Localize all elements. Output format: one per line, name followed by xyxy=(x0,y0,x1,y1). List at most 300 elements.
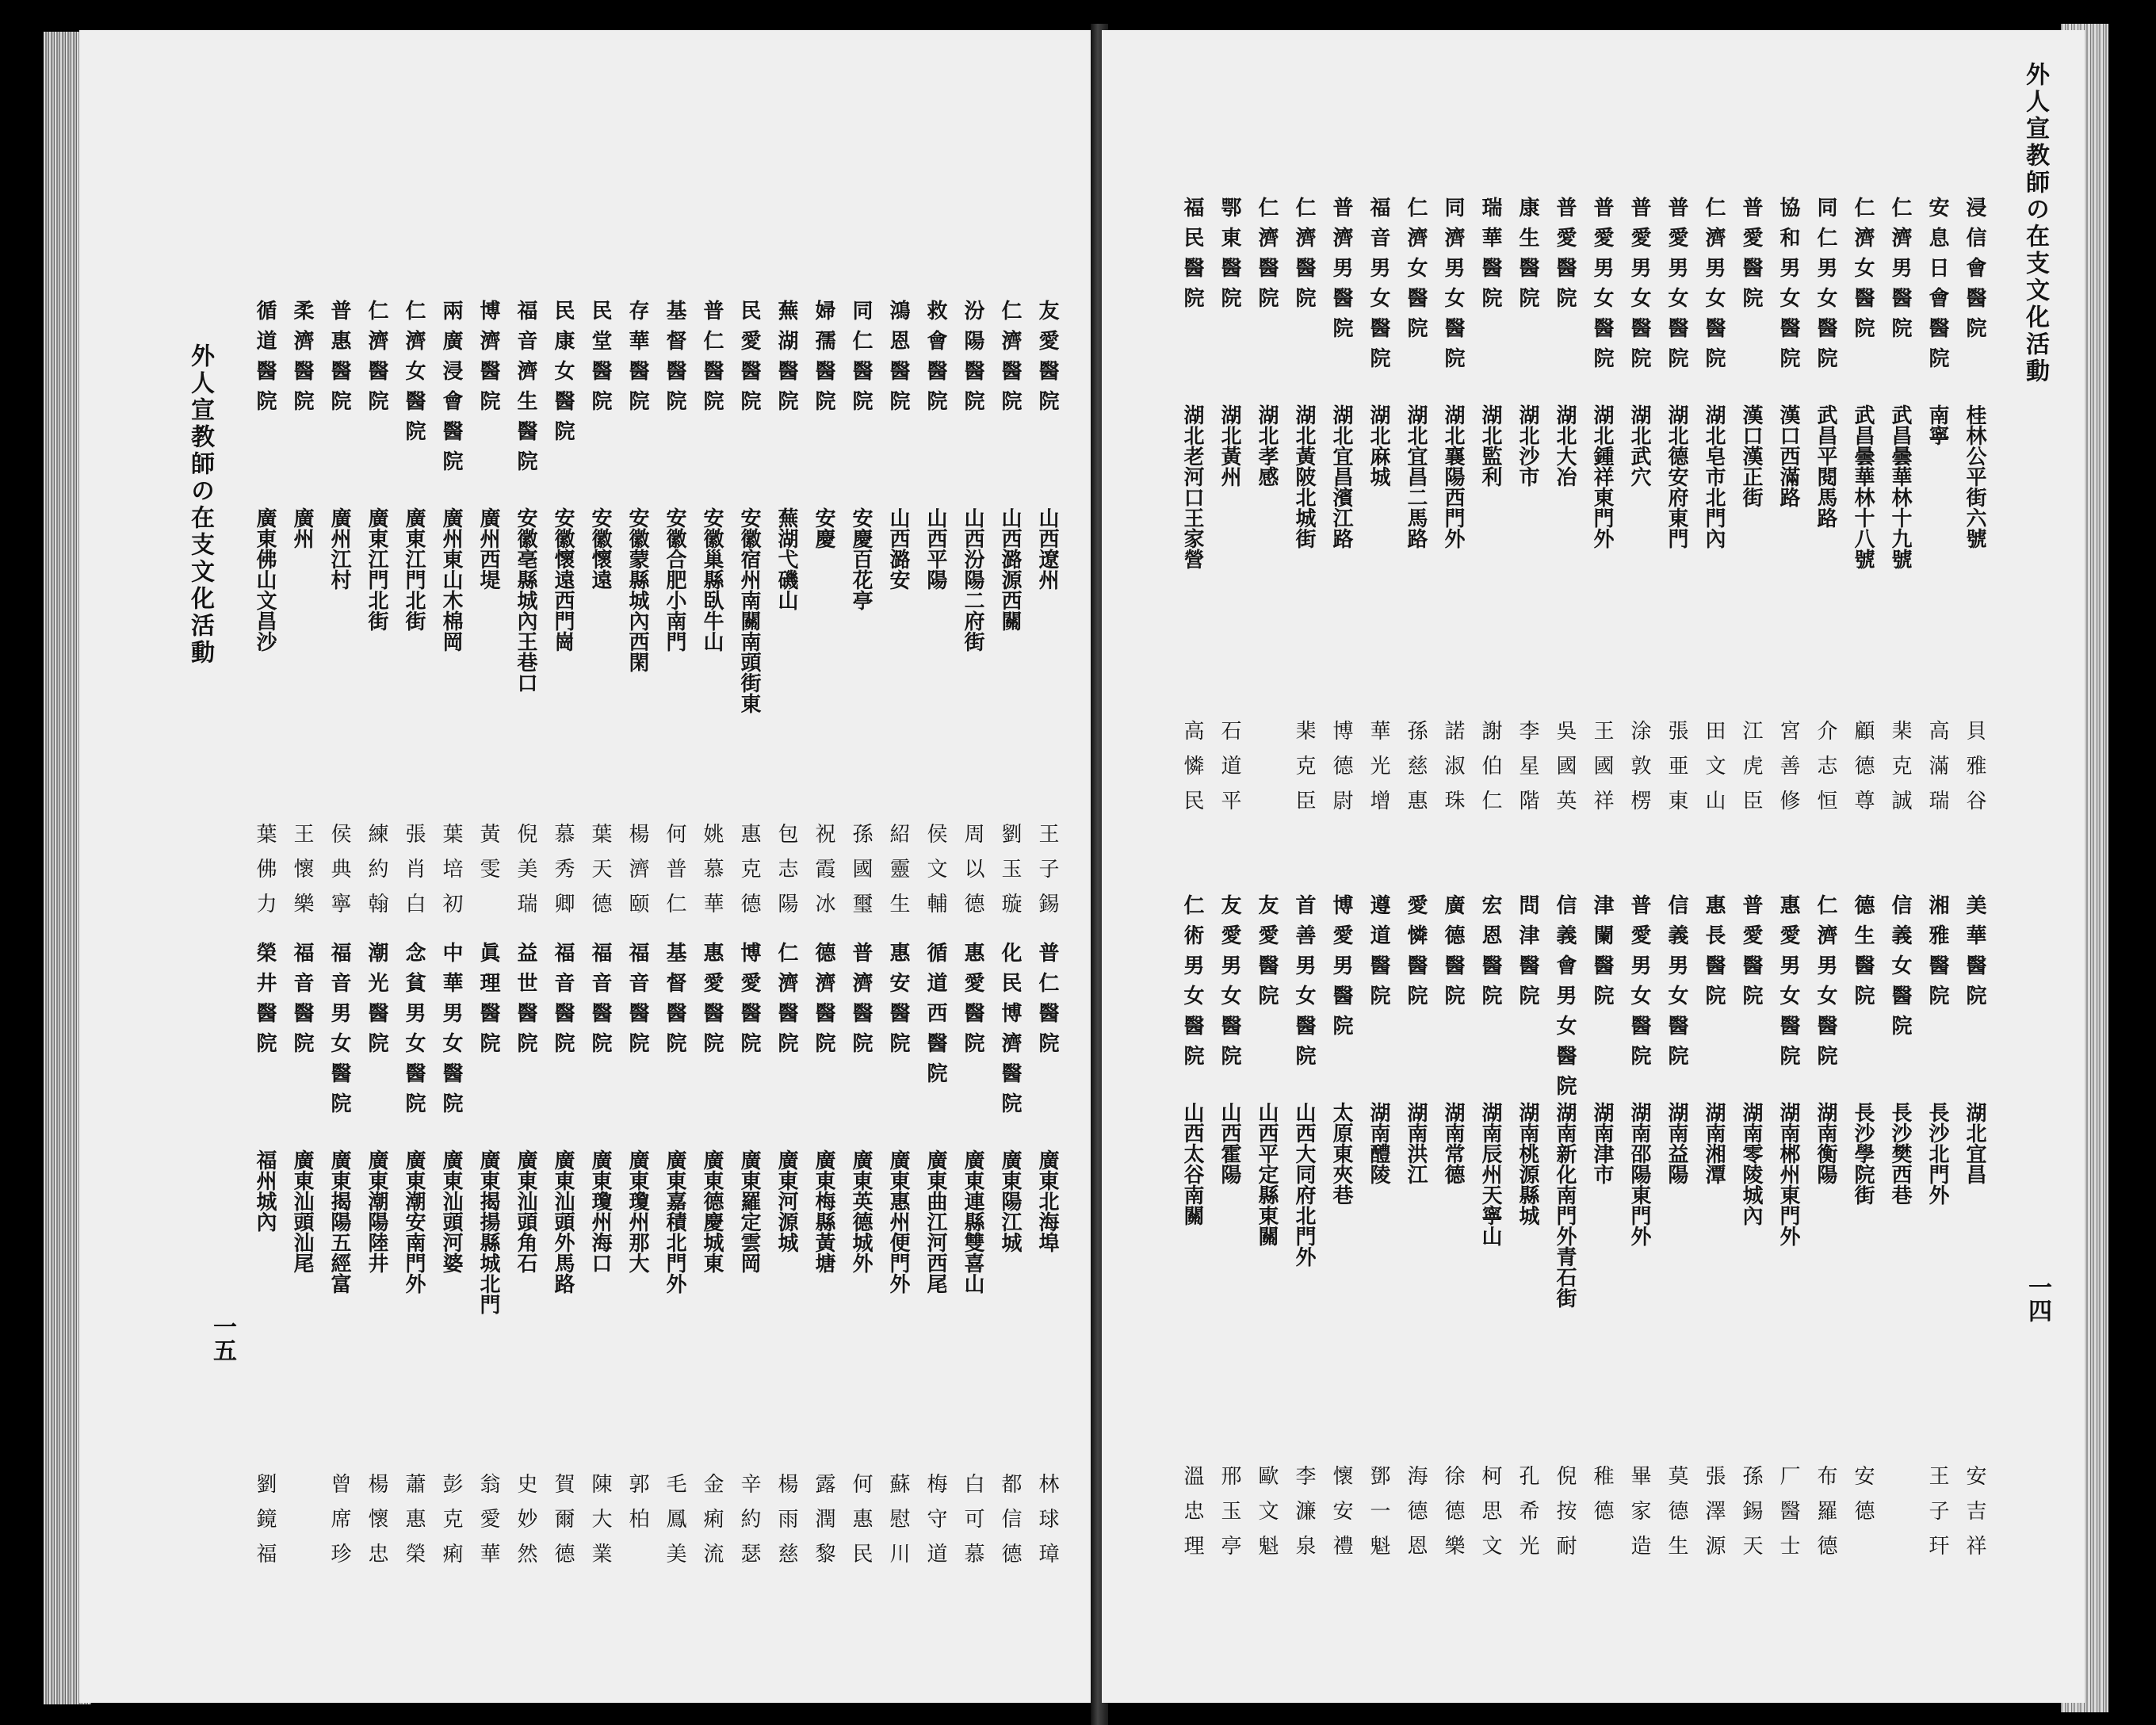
entry-column xyxy=(1175,1465,1202,1703)
person-name: 高滿瑞 xyxy=(1925,720,1949,824)
entry-column xyxy=(1436,894,1463,1544)
entry-column xyxy=(1213,197,1240,847)
hospital-address: 廣東惠州便門外 xyxy=(886,1149,910,1294)
person-name: 葉佛力 xyxy=(253,823,277,928)
hospital-name: 普愛男女醫院 xyxy=(1590,197,1614,377)
entry-column xyxy=(621,300,648,950)
hospital-address: 湖南津市 xyxy=(1590,1102,1614,1184)
entry-column xyxy=(1030,1473,1057,1703)
hospital-address: 湖北監利 xyxy=(1478,404,1502,487)
person-name: 包志陽 xyxy=(774,823,798,928)
person-name: 吳國英 xyxy=(1553,720,1577,824)
person-name: 懷安禮 xyxy=(1329,1465,1353,1570)
person-name: 博德尉 xyxy=(1329,720,1353,824)
person-name: 畢家造 xyxy=(1627,1465,1651,1570)
person-name: 田文山 xyxy=(1702,720,1726,824)
entry-column xyxy=(285,1473,312,1703)
person-name: 侯文輔 xyxy=(923,823,947,928)
entry-column xyxy=(1030,300,1057,950)
hospital-address: 廣州東山木棉岡 xyxy=(439,507,463,652)
person-name: 陳大業 xyxy=(588,1473,612,1578)
entry-column xyxy=(323,300,350,950)
hospital-address: 廣東汕頭外馬路 xyxy=(551,1149,575,1294)
entry-column xyxy=(732,1473,759,1703)
entry-column xyxy=(1883,197,1910,847)
person-name: 棐克誠 xyxy=(1888,720,1912,824)
entry-column xyxy=(1474,197,1500,847)
hospital-address: 廣東江門北街 xyxy=(365,507,388,631)
entry-column xyxy=(1697,1465,1724,1703)
person-name: 林球璋 xyxy=(1035,1473,1059,1578)
hospital-name: 福音醫院 xyxy=(290,942,314,1062)
hospital-address: 湖北黃陂北城街 xyxy=(1292,404,1316,549)
person-name: 何惠民 xyxy=(849,1473,873,1578)
entry-column xyxy=(1734,894,1761,1544)
hospital-address: 湖南常德 xyxy=(1441,1102,1465,1184)
hospital-address: 湖北麻城 xyxy=(1367,404,1390,487)
hospital-name: 仁濟醫院 xyxy=(998,300,1022,420)
person-name: 貝雅谷 xyxy=(1963,720,1986,824)
hospital-name: 博愛醫院 xyxy=(737,942,761,1062)
entry-column xyxy=(1772,894,1799,1544)
entry-column xyxy=(1474,1465,1500,1703)
hospital-name: 循道醫院 xyxy=(253,300,277,420)
hospital-address: 湖北襄陽西門外 xyxy=(1441,404,1465,549)
entry-column xyxy=(1623,1465,1649,1703)
hospital-name: 蕪湖醫院 xyxy=(774,300,798,420)
hospital-address: 山西太谷南關 xyxy=(1180,1102,1204,1226)
hospital-address: 安徽宿州南關南頭街東 xyxy=(737,507,761,713)
hospital-name: 問津醫院 xyxy=(1516,894,1539,1015)
hospital-name: 同仁男女醫院 xyxy=(1814,197,1837,377)
hospital-address: 廣東佛山文昌沙 xyxy=(253,507,277,652)
person-name: 惠克德 xyxy=(737,823,761,928)
entry-column xyxy=(1362,197,1389,847)
entry-column xyxy=(1883,1465,1910,1703)
hospital-address: 湖南郴州東門外 xyxy=(1776,1102,1800,1246)
hospital-name: 存華醫院 xyxy=(625,300,649,420)
hospital-address: 湖南益陽 xyxy=(1665,1102,1688,1184)
person-name: 王子玕 xyxy=(1925,1465,1949,1570)
hospital-name: 鄂東醫院 xyxy=(1218,197,1241,317)
hospital-name: 惠愛醫院 xyxy=(961,942,984,1062)
person-name: 李星階 xyxy=(1516,720,1539,824)
entry-column xyxy=(621,1473,648,1703)
person-name: 蕭惠榮 xyxy=(402,1473,426,1578)
hospital-address: 南寧 xyxy=(1925,404,1949,446)
entry-column xyxy=(1772,1465,1799,1703)
entry-column xyxy=(1883,894,1910,1544)
entry-column xyxy=(472,1473,499,1703)
hospital-name: 福民醫院 xyxy=(1180,197,1204,317)
hospital-address: 廣東江門北街 xyxy=(402,507,426,631)
person-name: 劉玉璇 xyxy=(998,823,1022,928)
entry-column xyxy=(360,1473,387,1703)
hospital-name: 康生醫院 xyxy=(1516,197,1539,317)
hospital-name: 民康女醫院 xyxy=(551,300,575,450)
hospital-name: 仁濟女醫院 xyxy=(1851,197,1875,347)
entry-column xyxy=(919,300,946,950)
hospital-address: 安徽巢縣臥牛山 xyxy=(700,507,724,652)
person-name: 姚慕華 xyxy=(700,823,724,928)
hospital-name: 仁術男女醫院 xyxy=(1180,894,1204,1075)
person-name: 王子錫 xyxy=(1035,823,1059,928)
hospital-name: 同濟男女醫院 xyxy=(1441,197,1465,377)
hospital-name: 循道西醫院 xyxy=(923,942,947,1092)
entry-column xyxy=(1175,894,1202,1544)
person-name: 楊懷忠 xyxy=(365,1473,388,1578)
hospital-name: 安息日會醫院 xyxy=(1925,197,1949,377)
entry-column xyxy=(1436,1465,1463,1703)
entry-column xyxy=(770,300,797,950)
hospital-name: 仁濟男女醫院 xyxy=(1702,197,1726,377)
person-name: 紹靈生 xyxy=(886,823,910,928)
hospital-address: 湖南新化南門外青石街 xyxy=(1553,1102,1577,1308)
person-name: 賀爾德 xyxy=(551,1473,575,1578)
person-name: 華光增 xyxy=(1367,720,1390,824)
person-name: 涂敦楞 xyxy=(1627,720,1651,824)
hospital-address: 湖南醴陵 xyxy=(1367,1102,1390,1184)
hospital-name: 信義女醫院 xyxy=(1888,894,1912,1045)
hospital-name: 博愛男醫院 xyxy=(1329,894,1353,1045)
entry-column xyxy=(1325,894,1351,1544)
person-name: 莫德生 xyxy=(1665,1465,1688,1570)
hospital-address: 廣東揭揚縣城北門 xyxy=(476,1149,500,1314)
hospital-name: 浸信會醫院 xyxy=(1963,197,1986,347)
hospital-address: 安慶百花亭 xyxy=(849,507,873,610)
hospital-address: 武昌曇華林十八號 xyxy=(1851,404,1875,569)
hospital-name: 益世醫院 xyxy=(514,942,537,1062)
person-name: 歐文魁 xyxy=(1255,1465,1279,1570)
hospital-address: 安徽懷遠 xyxy=(588,507,612,590)
person-name: 孫慈惠 xyxy=(1404,720,1428,824)
entry-column xyxy=(993,1473,1020,1703)
entry-column xyxy=(1213,894,1240,1544)
entry-column xyxy=(919,1473,946,1703)
page-number-left: 一五 xyxy=(208,1314,236,1362)
person-name: 棐克臣 xyxy=(1292,720,1316,824)
person-name: 顧德尊 xyxy=(1851,720,1875,824)
entry-column xyxy=(695,300,722,950)
entry-column xyxy=(844,1473,871,1703)
person-name: 葉培初 xyxy=(439,823,463,928)
hospital-address: 山西霍陽 xyxy=(1218,1102,1241,1184)
hospital-address: 湖南辰州天寧山 xyxy=(1478,1102,1502,1246)
entry-column xyxy=(472,300,499,950)
entry-column xyxy=(1697,894,1724,1544)
hospital-address: 湖南桃源縣城 xyxy=(1516,1102,1539,1226)
entry-column xyxy=(509,300,536,950)
entry-column xyxy=(1660,1465,1687,1703)
person-name: 祝霞冰 xyxy=(812,823,835,928)
hospital-address: 山西潞安 xyxy=(886,507,910,590)
hospital-name: 信義男女醫院 xyxy=(1665,894,1688,1075)
entry-column xyxy=(1772,197,1799,847)
hospital-name: 汾陽醫院 xyxy=(961,300,984,420)
person-name: 安德 xyxy=(1851,1465,1875,1535)
hospital-address: 湖南衡陽 xyxy=(1814,1102,1837,1184)
entry-column xyxy=(1660,197,1687,847)
hospital-name: 同仁醫院 xyxy=(849,300,873,420)
entry-column xyxy=(1511,197,1538,847)
entry-column xyxy=(881,300,908,950)
entry-column xyxy=(956,300,983,950)
hospital-address: 廣東瓊州海口 xyxy=(588,1149,612,1273)
hospital-name: 仁濟醫院 xyxy=(1255,197,1279,317)
hospital-address: 湖北鍾祥東門外 xyxy=(1590,404,1614,549)
hospital-address: 漢口西滿路 xyxy=(1776,404,1800,507)
hospital-name: 德濟醫院 xyxy=(812,942,835,1062)
person-name: 諾淑珠 xyxy=(1441,720,1465,824)
left-page xyxy=(79,30,1102,1703)
hospital-address: 湖北宜昌 xyxy=(1963,1102,1986,1184)
person-name: 溫忠理 xyxy=(1180,1465,1204,1570)
hospital-name: 仁濟男醫院 xyxy=(1888,197,1912,347)
person-name: 梅守道 xyxy=(923,1473,947,1578)
person-name: 海德恩 xyxy=(1404,1465,1428,1570)
hospital-address: 太原東夾巷 xyxy=(1329,1102,1353,1205)
hospital-name: 普愛男女醫院 xyxy=(1665,197,1688,377)
person-name: 石道平 xyxy=(1218,720,1241,824)
hospital-name: 仁濟醫院 xyxy=(1292,197,1316,317)
entry-column xyxy=(1921,197,1948,847)
entry-column xyxy=(658,300,685,950)
entry-column xyxy=(807,1473,834,1703)
person-name: 倪按耐 xyxy=(1553,1465,1577,1570)
hospital-name: 仁濟男女醫院 xyxy=(1814,894,1837,1075)
entry-column xyxy=(1697,197,1724,847)
hospital-address: 山西潞源西關 xyxy=(998,507,1022,631)
entry-column xyxy=(1921,1465,1948,1703)
entry-column xyxy=(1548,894,1575,1544)
hospital-address: 長沙學院街 xyxy=(1851,1102,1875,1205)
hospital-name: 普惠醫院 xyxy=(327,300,351,420)
person-name: 楊雨慈 xyxy=(774,1473,798,1578)
hospital-name: 普仁醫院 xyxy=(700,300,724,420)
entry-column xyxy=(285,300,312,950)
entry-column xyxy=(881,1473,908,1703)
person-name: 柯思文 xyxy=(1478,1465,1502,1570)
entry-column xyxy=(434,1473,461,1703)
hospital-name: 普愛醫院 xyxy=(1739,894,1763,1015)
hospital-address: 長沙樊西巷 xyxy=(1888,1102,1912,1205)
person-name: 王懷樂 xyxy=(290,823,314,928)
hospital-address: 湖南邵陽東門外 xyxy=(1627,1102,1651,1246)
hospital-name: 兩廣浸會醫院 xyxy=(439,300,463,480)
hospital-name: 普愛醫院 xyxy=(1553,197,1577,317)
hospital-name: 基督醫院 xyxy=(663,942,686,1062)
entry-column xyxy=(844,300,871,950)
entry-column xyxy=(1809,197,1836,847)
person-name: 郭柏 xyxy=(625,1473,649,1543)
hospital-address: 長沙北門外 xyxy=(1925,1102,1949,1205)
hospital-address: 湖北沙市 xyxy=(1516,404,1539,487)
person-name: 稚德 xyxy=(1590,1465,1614,1535)
person-name: 都信德 xyxy=(998,1473,1022,1578)
entry-column xyxy=(1548,197,1575,847)
person-name: 江虎臣 xyxy=(1739,720,1763,824)
hospital-address: 湖北德安府東門 xyxy=(1665,404,1688,549)
person-name: 侯典寧 xyxy=(327,823,351,928)
hospital-address: 湖南洪江 xyxy=(1404,1102,1428,1184)
person-name: 王國祥 xyxy=(1590,720,1614,824)
hospital-address: 廣東陽江城 xyxy=(998,1149,1022,1253)
hospital-address: 廣東揭陽五經富 xyxy=(327,1149,351,1294)
hospital-address: 廣東曲江河西尾 xyxy=(923,1149,947,1294)
page-number-right: 一四 xyxy=(2024,1275,2051,1322)
entry-column xyxy=(323,1473,350,1703)
entry-column xyxy=(1362,1465,1389,1703)
entry-column xyxy=(1250,894,1277,1544)
person-name: 孫錫天 xyxy=(1739,1465,1763,1570)
hospital-name: 福音醫院 xyxy=(551,942,575,1062)
entry-column xyxy=(509,1473,536,1703)
entry-column xyxy=(1436,197,1463,847)
entry-column xyxy=(546,300,573,950)
hospital-address: 廣東河源城 xyxy=(774,1149,798,1253)
hospital-name: 普愛醫院 xyxy=(1739,197,1763,317)
hospital-name: 民堂醫院 xyxy=(588,300,612,420)
hospital-name: 仁濟醫院 xyxy=(774,942,798,1062)
entry-column xyxy=(1511,1465,1538,1703)
hospital-name: 基督醫院 xyxy=(663,300,686,420)
person-name: 張澤源 xyxy=(1702,1465,1726,1570)
hospital-address: 安徽懷遠西門崗 xyxy=(551,507,575,652)
running-title-right: 外人宣教師の在支文化活動 xyxy=(2021,62,2049,385)
entry-column xyxy=(1660,894,1687,1544)
entry-column xyxy=(1921,894,1948,1544)
entry-column xyxy=(1325,1465,1351,1703)
hospital-name: 福音男女醫院 xyxy=(1367,197,1390,377)
hospital-name: 普濟醫院 xyxy=(849,942,873,1062)
hospital-name: 普濟男醫院 xyxy=(1329,197,1353,347)
entry-column xyxy=(1585,1465,1612,1703)
hospital-name: 信義會男女醫院 xyxy=(1553,894,1577,1105)
entry-column xyxy=(1734,1465,1761,1703)
entry-column xyxy=(1399,894,1426,1544)
hospital-address: 湖北大冶 xyxy=(1553,404,1577,487)
person-name: 李濂泉 xyxy=(1292,1465,1316,1570)
hospital-address: 湖北黃州 xyxy=(1218,404,1241,487)
hospital-name: 福音濟生醫院 xyxy=(514,300,537,480)
entry-column xyxy=(546,1473,573,1703)
entry-column xyxy=(583,300,610,950)
person-name: 謝伯仁 xyxy=(1478,720,1502,824)
person-name: 金痢流 xyxy=(700,1473,724,1578)
hospital-name: 仁濟女醫院 xyxy=(402,300,426,450)
hospital-name: 民愛醫院 xyxy=(737,300,761,420)
entry-column xyxy=(1474,894,1500,1544)
hospital-address: 廣東潮陽陸井 xyxy=(365,1149,388,1273)
entry-column xyxy=(397,1473,424,1703)
entry-column xyxy=(1623,894,1649,1544)
hospital-name: 普愛男女醫院 xyxy=(1627,197,1651,377)
hospital-name: 念貧男女醫院 xyxy=(402,942,426,1123)
hospital-address: 山西大同府北門外 xyxy=(1292,1102,1316,1267)
hospital-address: 廣東汕頭河婆 xyxy=(439,1149,463,1273)
hospital-name: 婦孺醫院 xyxy=(812,300,835,420)
hospital-address: 廣東汕頭汕尾 xyxy=(290,1149,314,1273)
entry-column xyxy=(1399,1465,1426,1703)
hospital-name: 鴻恩醫院 xyxy=(886,300,910,420)
entry-column xyxy=(732,300,759,950)
hospital-address: 福州城內 xyxy=(253,1149,277,1232)
entry-column xyxy=(1287,1465,1314,1703)
hospital-name: 首善男女醫院 xyxy=(1292,894,1316,1075)
entry-column xyxy=(1734,197,1761,847)
person-name: 安吉祥 xyxy=(1963,1465,1986,1570)
right-page xyxy=(1102,30,2085,1703)
hospital-name: 津闌醫院 xyxy=(1590,894,1614,1015)
entry-column xyxy=(1399,197,1426,847)
person-name: 楊濟颐 xyxy=(625,823,649,928)
hospital-name: 友愛醫院 xyxy=(1035,300,1059,420)
hospital-name: 救會醫院 xyxy=(923,300,947,420)
entry-column xyxy=(658,1473,685,1703)
hospital-address: 湖北宜昌濱江路 xyxy=(1329,404,1353,549)
hospital-address: 蕪湖弋磯山 xyxy=(774,507,798,610)
hospital-address: 山西遼州 xyxy=(1035,507,1059,590)
person-name: 徐德樂 xyxy=(1441,1465,1465,1570)
hospital-name: 惠安醫院 xyxy=(886,942,910,1062)
hospital-address: 湖北老河口王家營 xyxy=(1180,404,1204,569)
hospital-name: 協和男女醫院 xyxy=(1776,197,1800,377)
hospital-name: 德生醫院 xyxy=(1851,894,1875,1015)
hospital-address: 湖南湘潭 xyxy=(1702,1102,1726,1184)
hospital-address: 廣東英德城外 xyxy=(849,1149,873,1273)
person-name: 史妙然 xyxy=(514,1473,537,1578)
person-name: 介志恒 xyxy=(1814,720,1837,824)
entry-column xyxy=(1250,1465,1277,1703)
running-title-left: 外人宣教師の在支文化活動 xyxy=(186,343,214,667)
hospital-name: 遵道醫院 xyxy=(1367,894,1390,1015)
hospital-address: 湖北皂市北門內 xyxy=(1702,404,1726,549)
hospital-address: 廣州西堤 xyxy=(476,507,500,590)
hospital-name: 中華男女醫院 xyxy=(439,942,463,1123)
hospital-name: 普仁醫院 xyxy=(1035,942,1059,1062)
hospital-address: 廣東潮安南門外 xyxy=(402,1149,426,1294)
hospital-name: 潮光醫院 xyxy=(365,942,388,1062)
hospital-name: 廣德醫院 xyxy=(1441,894,1465,1015)
hospital-name: 宏恩醫院 xyxy=(1478,894,1502,1015)
person-name: 彭克痢 xyxy=(439,1473,463,1578)
person-name: 辛約瑟 xyxy=(737,1473,761,1578)
entry-column xyxy=(1287,894,1314,1544)
hospital-address: 安徽合肥小南門 xyxy=(663,507,686,652)
person-name: 布羅德 xyxy=(1814,1465,1837,1570)
person-name: 毛鳳美 xyxy=(663,1473,686,1578)
person-name: 黃雯 xyxy=(476,823,500,893)
person-name: 劉鏡福 xyxy=(253,1473,277,1578)
person-name: 孔希光 xyxy=(1516,1465,1539,1570)
person-name: 周以德 xyxy=(961,823,984,928)
person-name: 露潤黎 xyxy=(812,1473,835,1578)
entry-column xyxy=(956,1473,983,1703)
entry-column xyxy=(1958,197,1985,847)
entry-column xyxy=(1846,894,1873,1544)
hospital-address: 桂林公平街六號 xyxy=(1963,404,1986,549)
entry-column xyxy=(1958,1465,1985,1703)
entry-column xyxy=(1511,894,1538,1544)
hospital-address: 廣東瓊州那大 xyxy=(625,1149,649,1273)
hospital-name: 普愛男女醫院 xyxy=(1627,894,1651,1075)
person-name: 鄧一魁 xyxy=(1367,1465,1390,1570)
hospital-name: 化民博濟醫院 xyxy=(998,942,1022,1123)
person-name: 厂醫士 xyxy=(1776,1465,1800,1570)
hospital-address: 湖北孝感 xyxy=(1255,404,1279,487)
hospital-address: 安徽蒙縣城內西閑 xyxy=(625,507,649,672)
hospital-address: 湖北宜昌二馬路 xyxy=(1404,404,1428,549)
